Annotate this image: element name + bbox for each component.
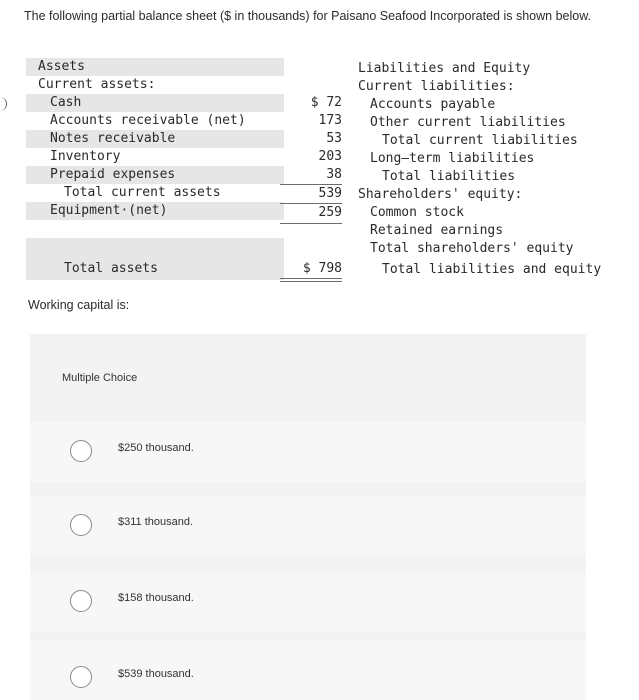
radio-button[interactable]	[70, 590, 92, 612]
other-current-liabilities-label: Other current liabilities	[370, 115, 566, 130]
equipment-value: 259	[318, 205, 342, 220]
answer-option[interactable]	[30, 572, 586, 632]
radio-button[interactable]	[70, 666, 92, 688]
liabilities-equity-header: Liabilities and Equity	[358, 61, 531, 76]
accounts-receivable-label: Accounts receivable (net)	[50, 113, 246, 128]
accounts-receivable-value: 173	[318, 113, 342, 128]
cash-value: $ 72	[310, 95, 342, 110]
cash-label: Cash	[50, 95, 82, 110]
total-rule	[280, 278, 342, 279]
total-liabilities-label: Total liabilities	[382, 169, 516, 184]
equipment-label: Equipment·(net)	[50, 203, 168, 218]
answer-option-label: $250 thousand.	[118, 442, 194, 454]
band	[26, 238, 284, 258]
answer-option[interactable]	[30, 422, 586, 482]
retained-earnings-label: Retained earnings	[370, 223, 504, 238]
inventory-label: Inventory	[50, 149, 121, 164]
total-current-assets-label: Total current assets	[64, 185, 221, 200]
shareholders-equity-header: Shareholders' equity:	[358, 187, 523, 202]
balance-sheet	[26, 58, 614, 286]
total-liabilities-equity-label: Total liabilities and equity	[382, 262, 602, 277]
total-rule	[280, 281, 342, 282]
total-current-assets-value: 539	[318, 186, 342, 201]
answer-option-label: $158 thousand.	[118, 592, 194, 604]
prepaid-expenses-label: Prepaid expenses	[50, 167, 176, 182]
answer-option-label: $539 thousand.	[118, 668, 194, 680]
question-text: The following partial balance sheet ($ in thousands) for Paisano Seafood Incorporated is shown below.	[24, 9, 592, 23]
notes-receivable-label: Notes receivable	[50, 131, 176, 146]
radio-button[interactable]	[70, 440, 92, 462]
long-term-liabilities-label: Long–term liabilities	[370, 151, 535, 166]
common-stock-label: Common stock	[370, 205, 464, 220]
prepaid-expenses-value: 38	[326, 167, 342, 182]
answer-option[interactable]	[30, 640, 586, 700]
accounts-payable-label: Accounts payable	[370, 97, 496, 112]
total-current-liabilities-label: Total current liabilities	[382, 133, 578, 148]
multiple-choice-header: Multiple Choice	[62, 372, 138, 384]
answer-option[interactable]	[30, 496, 586, 556]
working-capital-prompt: Working capital is:	[28, 298, 130, 312]
answer-option-label: $311 thousand.	[118, 516, 194, 528]
current-liabilities-header: Current liabilities:	[358, 79, 515, 94]
radio-button[interactable]	[70, 514, 92, 536]
inventory-value: 203	[318, 149, 342, 164]
subtotal-rule	[280, 223, 342, 224]
assets-header: Assets	[38, 59, 85, 74]
total-assets-label: Total assets	[64, 261, 158, 276]
current-assets-header: Current assets:	[38, 77, 156, 92]
total-assets-value: $ 798	[302, 261, 342, 276]
total-shareholders-equity-label: Total shareholders' equity	[370, 241, 574, 256]
left-edge-mark	[0, 97, 7, 111]
notes-receivable-value: 53	[326, 131, 342, 146]
